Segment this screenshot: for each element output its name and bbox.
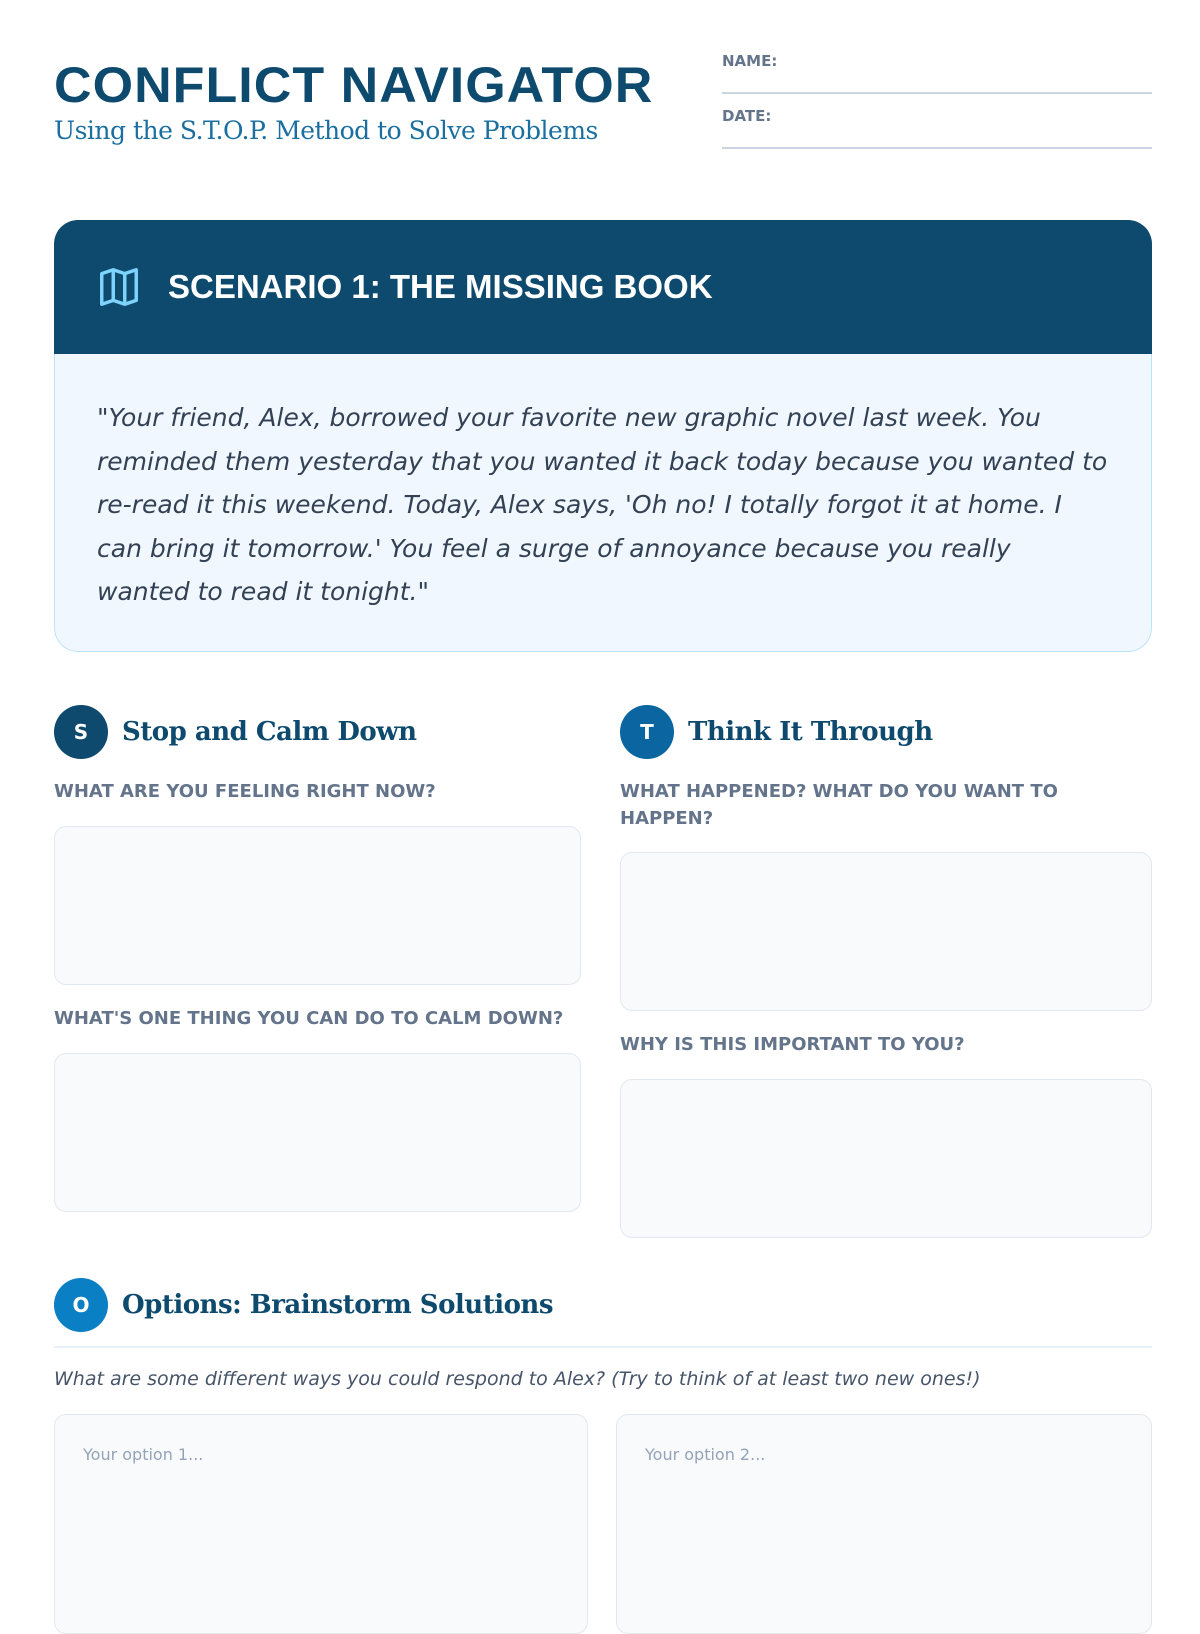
options-prompt: What are some different ways you could respond to Alex? (Try to think of at least two new ones!) [54,1368,981,1390]
name-label: NAME: [722,52,778,70]
t-badge: T [620,705,674,759]
options-title: Options: Brainstorm Solutions [122,1290,553,1320]
scenario-title: SCENARIO 1: THE MISSING BOOK [168,268,713,305]
scenario-text: "Your friend, Alex, borrowed your favorite new graphic novel last week. You reminded them yesterday that you wanted it back today because you wanted to re-read it this weekend. Today, Alex says, 'Oh no! I totally forgot it at home. I can bring it tomorrow.' You feel a surge of annoyance because you really wanted to read it tonight." [54,354,1152,652]
stop-section-heading [54,705,417,759]
stop-question-1: WHAT ARE YOU FEELING RIGHT NOW? [54,781,436,802]
think-title: Think It Through [688,717,933,747]
stop-question-2: WHAT'S ONE THING YOU CAN DO TO CALM DOWN? [54,1008,564,1029]
o-badge: O [54,1278,108,1332]
options-section-heading [54,1278,553,1332]
why-important-answer-box[interactable] [620,1079,1152,1238]
option-1-placeholder: Your option 1... [83,1445,204,1464]
map-icon [96,264,142,310]
page-title: CONFLICT NAVIGATOR [54,57,654,113]
divider [54,1346,1152,1348]
stop-title: Stop and Calm Down [122,717,417,747]
scenario-header [54,220,1152,354]
think-section-heading [620,705,933,759]
think-question-2: WHY IS THIS IMPORTANT TO YOU? [620,1034,965,1055]
feeling-answer-box[interactable] [54,826,581,985]
calm-down-answer-box[interactable] [54,1053,581,1212]
think-question-1: WHAT HAPPENED? WHAT DO YOU WANT TO HAPPEN? [620,781,1058,829]
what-happened-answer-box[interactable] [620,852,1152,1011]
date-label: DATE: [722,107,772,125]
option-1-box[interactable] [54,1414,588,1634]
s-badge: S [54,705,108,759]
name-field[interactable] [722,52,1152,94]
page-subtitle: Using the S.T.O.P. Method to Solve Problems [54,116,598,145]
option-2-placeholder: Your option 2... [645,1445,766,1464]
date-field[interactable] [722,107,1152,149]
option-2-box[interactable] [616,1414,1152,1634]
